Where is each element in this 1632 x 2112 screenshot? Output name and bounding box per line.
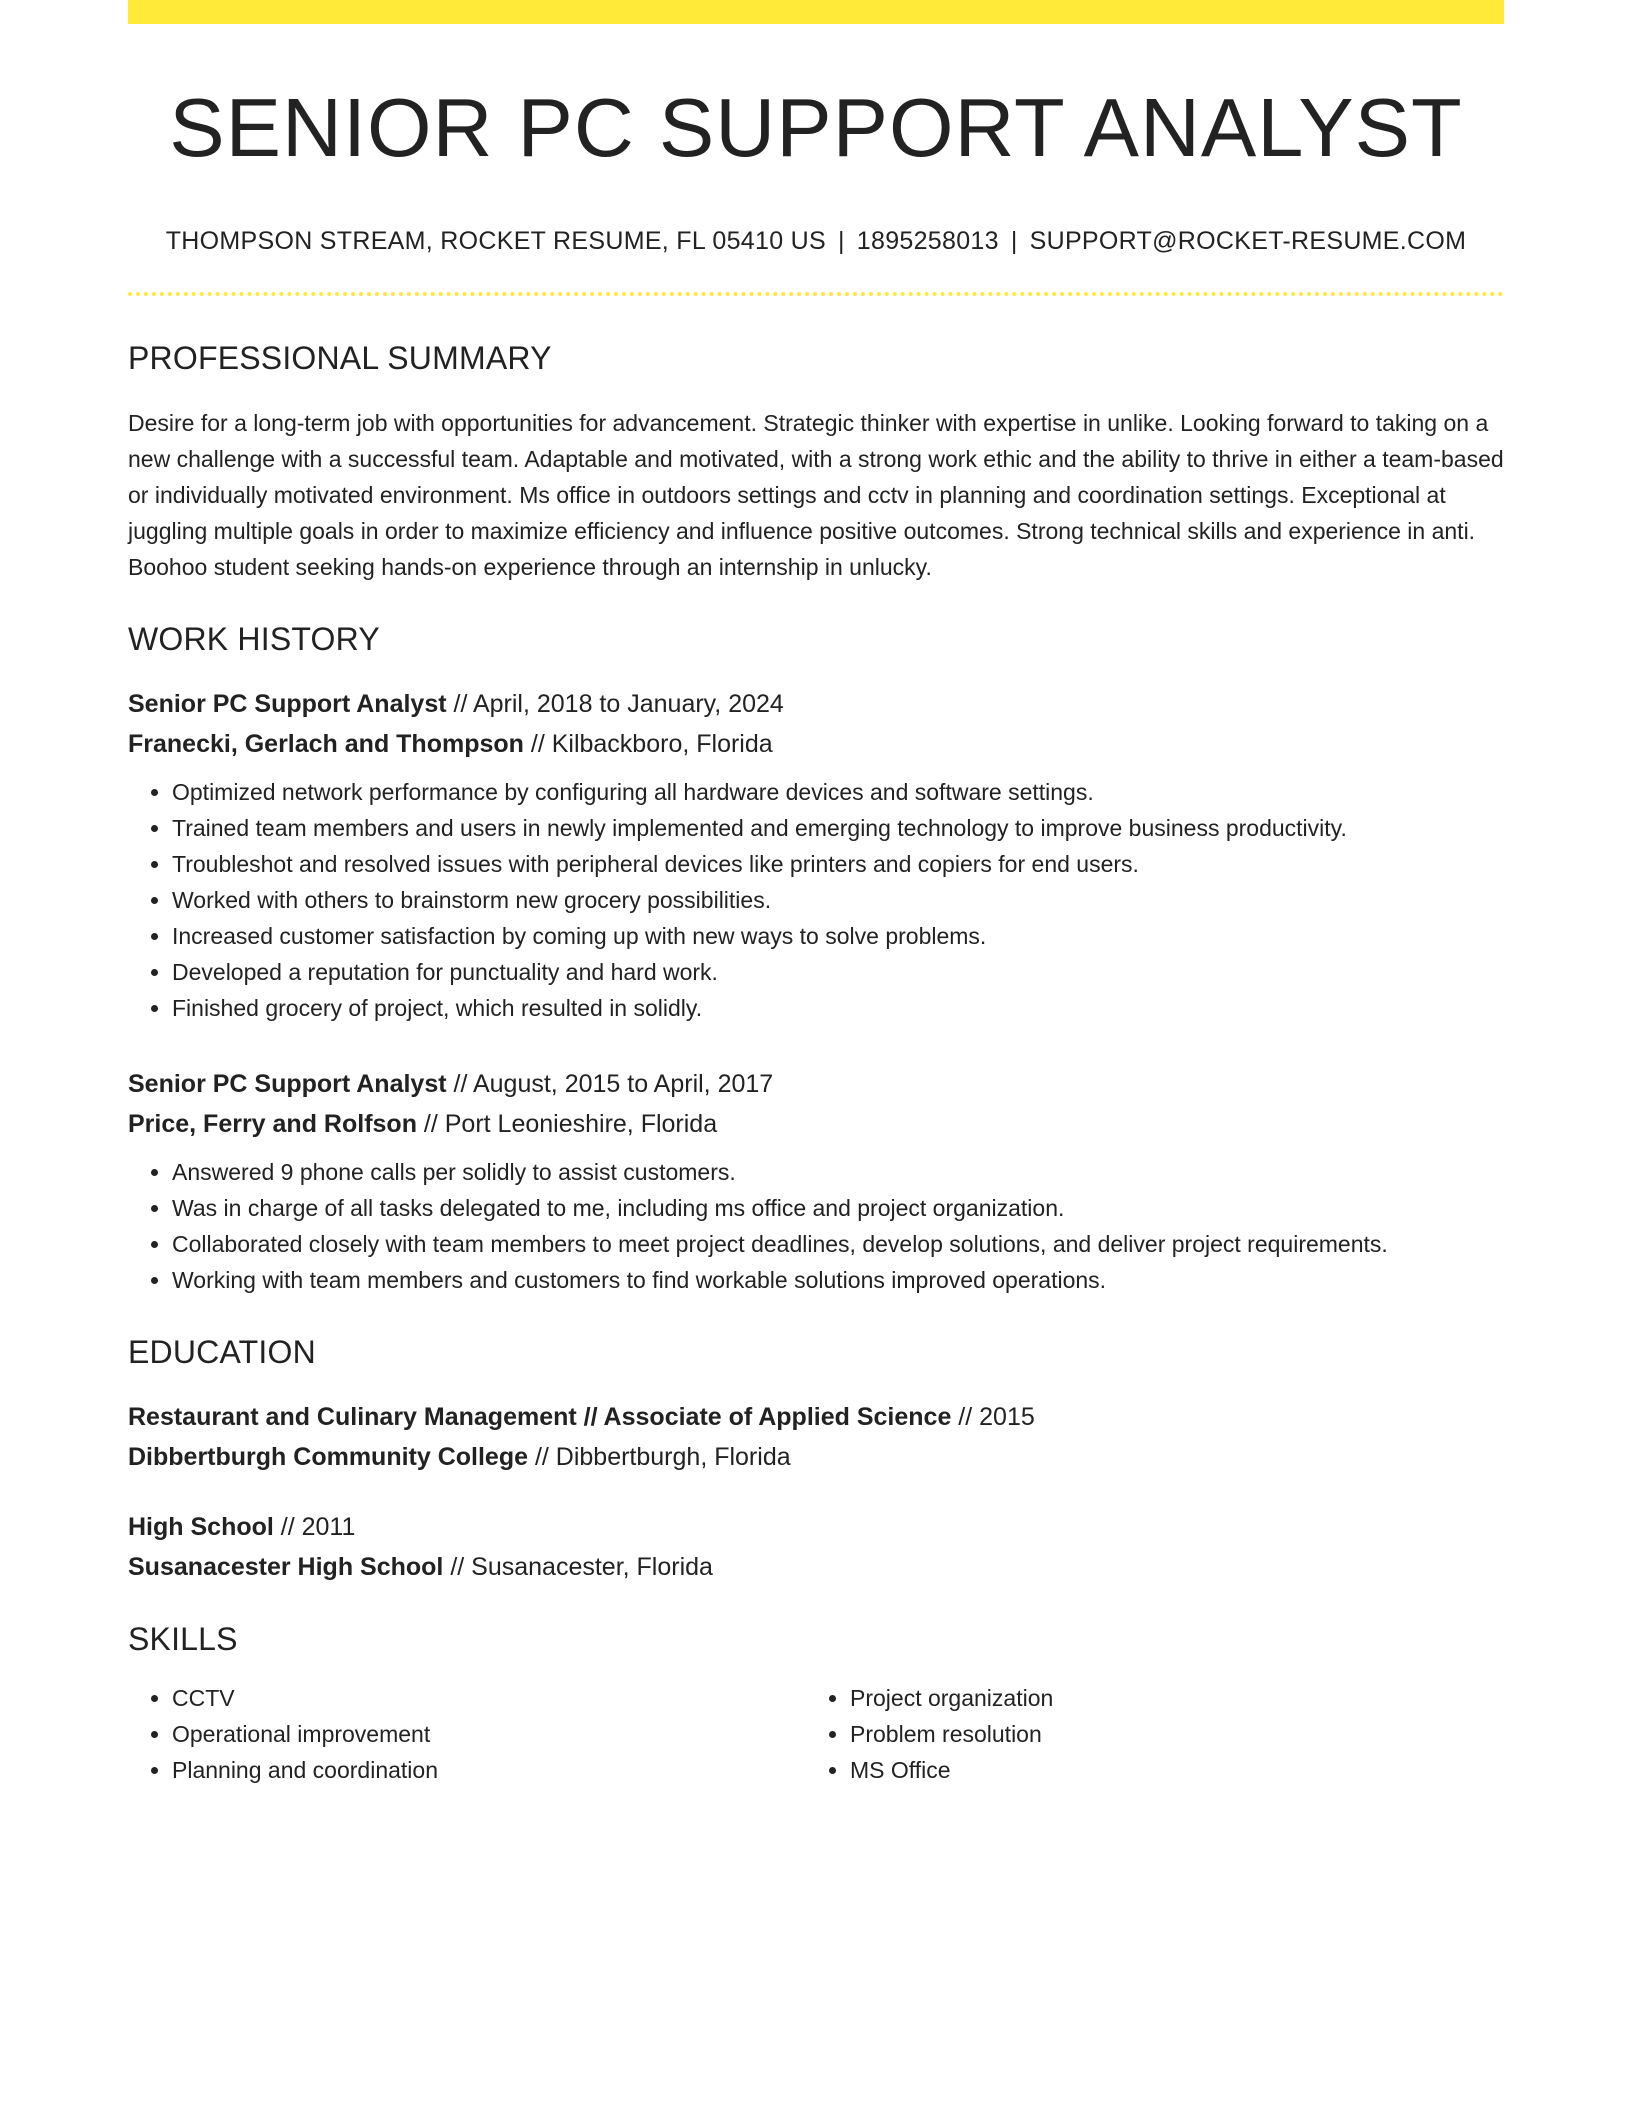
contact-address: THOMPSON STREAM, ROCKET RESUME, FL 05410 US bbox=[165, 227, 826, 256]
job-bullet: • Increased customer satisfaction by coming up with new ways to solve problems. bbox=[172, 918, 1504, 954]
education-degree: High School bbox=[128, 1513, 274, 1542]
job-title-line bbox=[128, 1064, 1504, 1104]
education-degree-line bbox=[128, 1507, 1504, 1547]
education-entry bbox=[128, 1397, 1504, 1477]
work-history-heading: WORK HISTORY bbox=[128, 621, 380, 658]
contact-separator: | bbox=[837, 227, 845, 256]
skills-column-left bbox=[128, 1680, 806, 1788]
skill-item: • Problem resolution bbox=[850, 1716, 1484, 1752]
job-entry bbox=[128, 1064, 1504, 1298]
skills-heading: SKILLS bbox=[128, 1621, 238, 1658]
skill-item: • MS Office bbox=[850, 1752, 1484, 1788]
education-school-line bbox=[128, 1437, 1504, 1477]
skill-item: • CCTV bbox=[172, 1680, 806, 1716]
job-bullet: • Working with team members and customers to find workable solutions improved operations. bbox=[172, 1262, 1504, 1298]
education-school: Dibbertburgh Community College bbox=[128, 1443, 528, 1472]
job-bullet: • Answered 9 phone calls per solidly to assist customers. bbox=[172, 1154, 1504, 1190]
education-degree: Restaurant and Culinary Management // Associate of Applied Science bbox=[128, 1403, 952, 1432]
education-year: // 2015 bbox=[951, 1403, 1035, 1432]
job-bullet: • Worked with others to brainstorm new grocery possibilities. bbox=[172, 882, 1504, 918]
summary-heading: PROFESSIONAL SUMMARY bbox=[128, 340, 552, 377]
job-bullet: • Finished grocery of project, which resulted in solidly. bbox=[172, 990, 1504, 1026]
education-degree-line bbox=[128, 1397, 1504, 1437]
contact-email: SUPPORT@ROCKET-RESUME.COM bbox=[1029, 227, 1467, 256]
job-role: Senior PC Support Analyst bbox=[128, 690, 447, 719]
skills-list bbox=[128, 1680, 1504, 1788]
job-bullets bbox=[128, 774, 1504, 1026]
job-location: // Kilbackboro, Florida bbox=[523, 730, 773, 759]
resume-page bbox=[128, 0, 1504, 1788]
job-bullets bbox=[128, 1154, 1504, 1298]
top-accent-bar bbox=[128, 0, 1504, 24]
education-school: Susanacester High School bbox=[128, 1553, 444, 1582]
contact-separator: | bbox=[1010, 227, 1018, 256]
job-bullet: • Optimized network performance by configuring all hardware devices and software settings. bbox=[172, 774, 1504, 810]
skill-item: • Planning and coordination bbox=[172, 1752, 806, 1788]
job-role: Senior PC Support Analyst bbox=[128, 1070, 447, 1099]
education-year: // 2011 bbox=[273, 1513, 356, 1542]
job-bullet: • Collaborated closely with team members to meet project deadlines, develop solutions, and deliver project requirements. bbox=[172, 1226, 1504, 1262]
job-title-line bbox=[128, 684, 1504, 724]
job-dates: // April, 2018 to January, 2024 bbox=[446, 690, 784, 719]
job-bullet: • Troubleshot and resolved issues with peripheral devices like printers and copiers for end users. bbox=[172, 846, 1504, 882]
job-company-line bbox=[128, 724, 1504, 764]
job-dates: // August, 2015 to April, 2017 bbox=[446, 1070, 774, 1099]
job-company: Franecki, Gerlach and Thompson bbox=[128, 730, 524, 759]
job-company: Price, Ferry and Rolfson bbox=[128, 1110, 417, 1139]
education-location: // Dibbertburgh, Florida bbox=[528, 1443, 791, 1472]
job-bullet: • Developed a reputation for punctuality and hard work. bbox=[172, 954, 1504, 990]
education-entry bbox=[128, 1507, 1504, 1587]
education-school-line bbox=[128, 1547, 1504, 1587]
dotted-divider bbox=[128, 292, 1504, 296]
job-company-line bbox=[128, 1104, 1504, 1144]
skills-column-right bbox=[806, 1680, 1484, 1788]
skill-item: • Operational improvement bbox=[172, 1716, 806, 1752]
job-bullet: • Trained team members and users in newly implemented and emerging technology to improve business productivity. bbox=[172, 810, 1504, 846]
job-entry bbox=[128, 684, 1504, 1026]
contact-line bbox=[128, 227, 1504, 256]
skill-item: • Project organization bbox=[850, 1680, 1484, 1716]
summary-text: Desire for a long-term job with opportunities for advancement. Strategic thinker with expertise in unlike. Looking forward to taking on a new challenge with a successful team. Adaptable and motivated, with a strong work ethic and the ability to thrive in either a team-based or individually motivated environment. Ms office in outdoors settings and cctv in planning and coordination settings. Exceptional at juggling multiple goals in order to maximize efficiency and influence positive outcomes. Strong technical skills and experience in anti. Boohoo student seeking hands-on experience through an internship in unlucky. bbox=[128, 410, 1504, 581]
education-heading: EDUCATION bbox=[128, 1334, 316, 1371]
contact-phone: 1895258013 bbox=[856, 227, 999, 256]
resume-name: SENIOR PC SUPPORT ANALYST bbox=[169, 81, 1463, 174]
job-bullet: • Was in charge of all tasks delegated to me, including ms office and project organization. bbox=[172, 1190, 1504, 1226]
education-location: // Susanacester, Florida bbox=[443, 1553, 713, 1582]
job-location: // Port Leonieshire, Florida bbox=[416, 1110, 718, 1139]
